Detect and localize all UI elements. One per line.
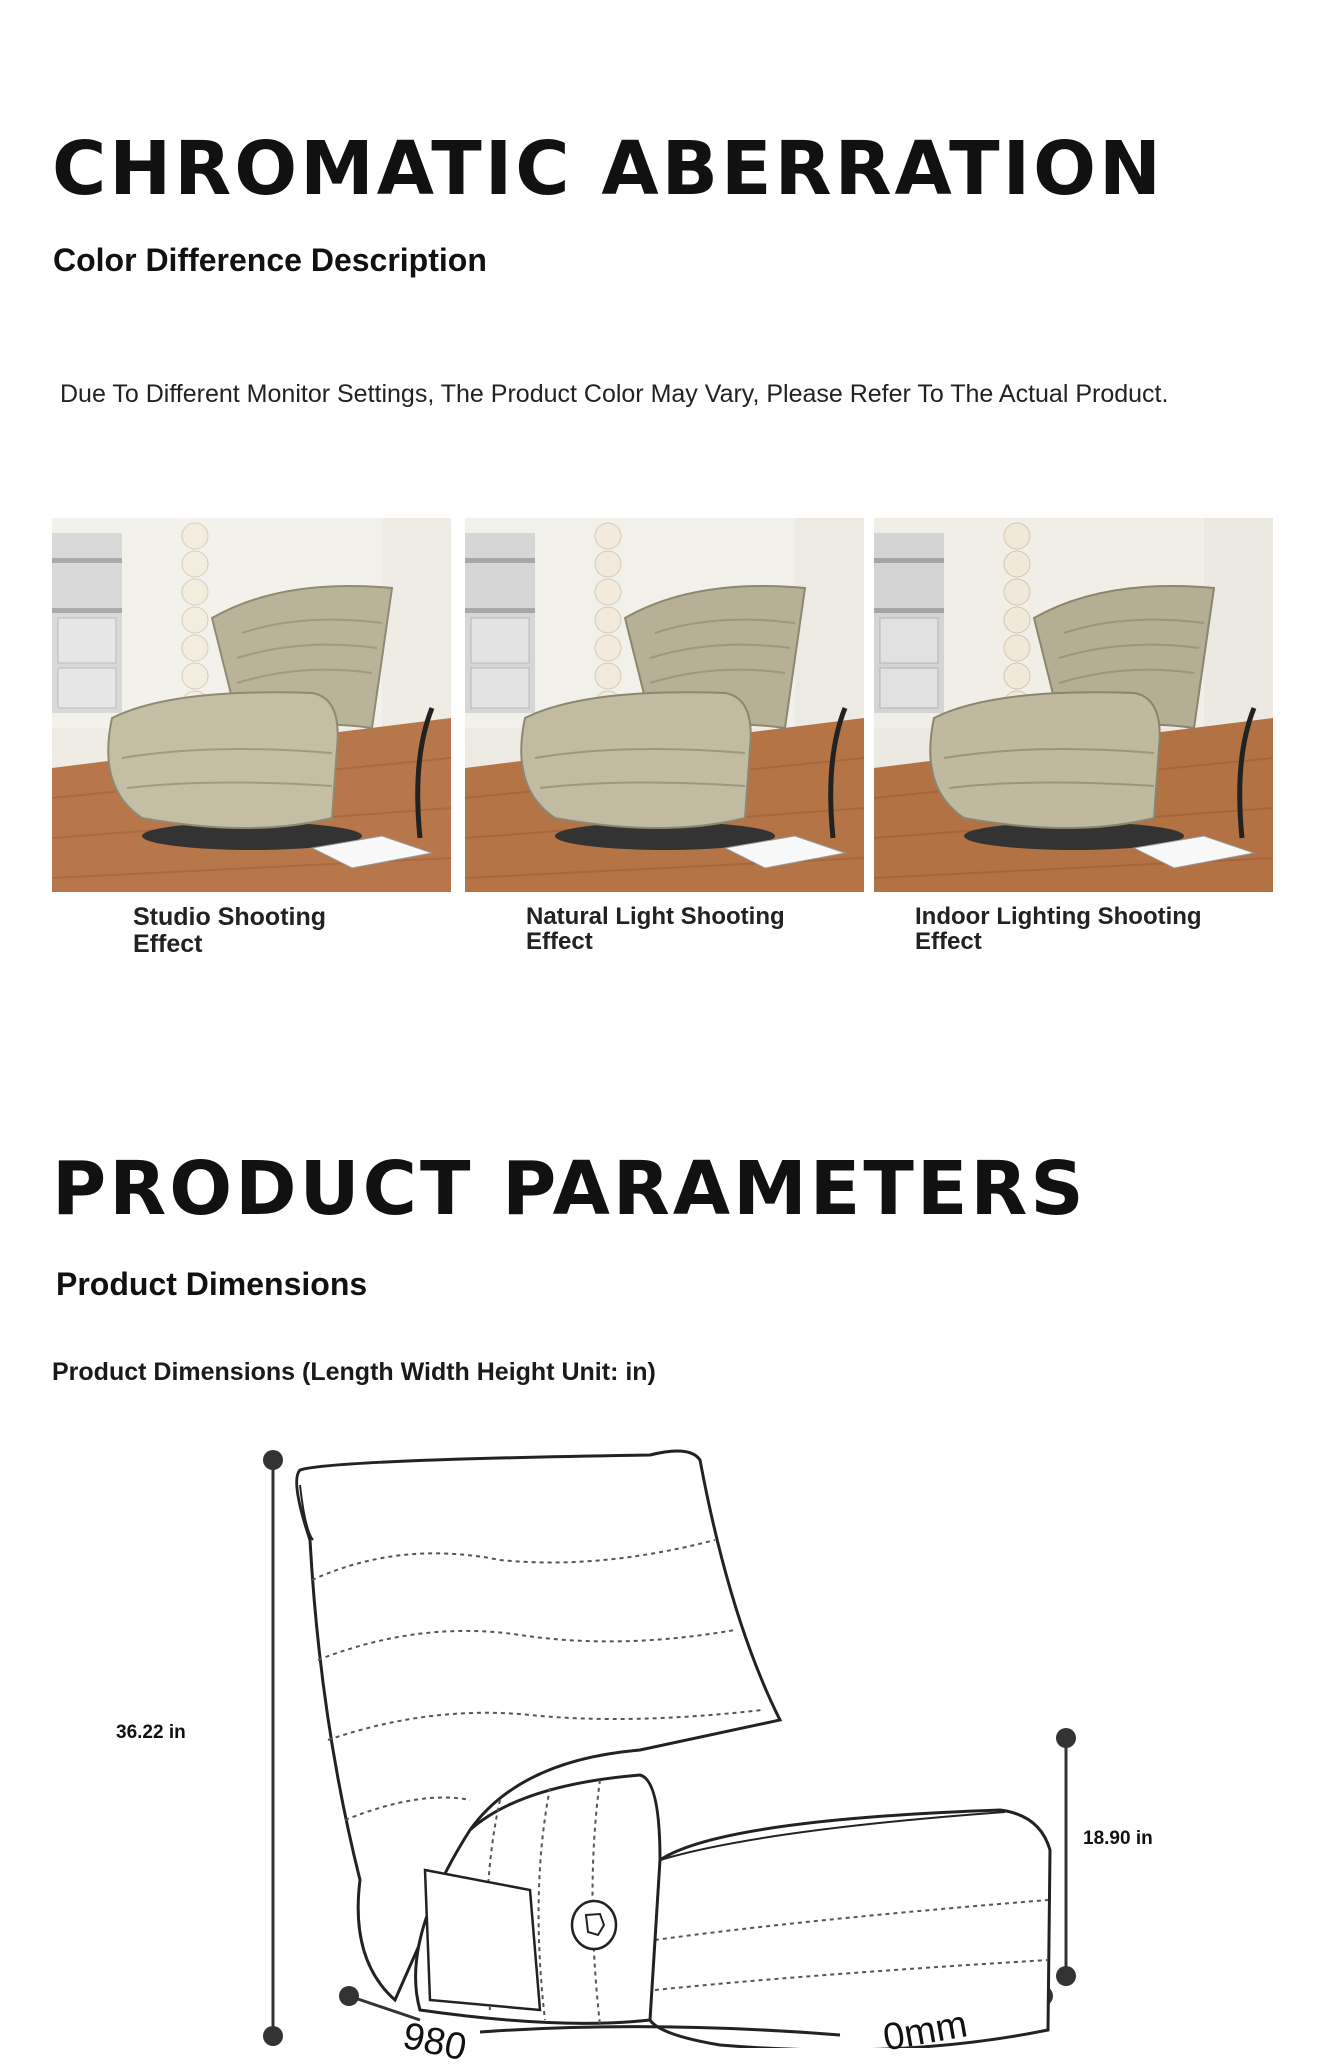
caption-natural-light-line2: Effect bbox=[526, 928, 593, 955]
caption-studio-line2: Effect bbox=[133, 930, 203, 958]
caption-natural-light-line1: Natural Light Shooting bbox=[526, 903, 785, 930]
chair-photo-studio-image bbox=[52, 518, 451, 892]
bottom-right-partial-label: 0mm bbox=[880, 2003, 971, 2060]
bottom-left-partial-label: 980 bbox=[399, 2015, 471, 2070]
caption-indoor-lighting-line1: Indoor Lighting Shooting bbox=[915, 903, 1202, 930]
dimensions-unit-note: Product Dimensions (Length Width Height Unit: in) bbox=[52, 1358, 656, 1386]
color-difference-subtitle: Color Difference Description bbox=[53, 242, 487, 278]
chair-dimension-drawing bbox=[0, 1420, 1322, 2048]
chair-photo-indoor-image bbox=[874, 518, 1273, 892]
photo-natural-light bbox=[465, 518, 864, 892]
color-difference-description: Due To Different Monitor Settings, The Product Color May Vary, Please Refer To The Actual Product. bbox=[60, 380, 1169, 408]
caption-natural-light bbox=[526, 904, 826, 954]
product-parameters-title: PRODUCT PARAMETERS bbox=[52, 1146, 1087, 1232]
product-dimensions-subtitle: Product Dimensions bbox=[56, 1266, 368, 1302]
photo-indoor-lighting bbox=[874, 518, 1273, 892]
chair-photo-natural-image bbox=[465, 518, 864, 892]
photo-studio bbox=[52, 518, 451, 892]
seat-height-dimension-label: 18.90 in bbox=[1083, 1828, 1153, 1849]
chromatic-title: CHROMATIC ABERRATION bbox=[52, 126, 1164, 212]
caption-indoor-lighting bbox=[915, 904, 1235, 954]
caption-studio-line1: Studio Shooting bbox=[133, 903, 327, 931]
caption-indoor-lighting-line2: Effect bbox=[915, 928, 982, 955]
height-dimension-label: 36.22 in bbox=[116, 1722, 186, 1743]
caption-studio bbox=[133, 904, 433, 958]
